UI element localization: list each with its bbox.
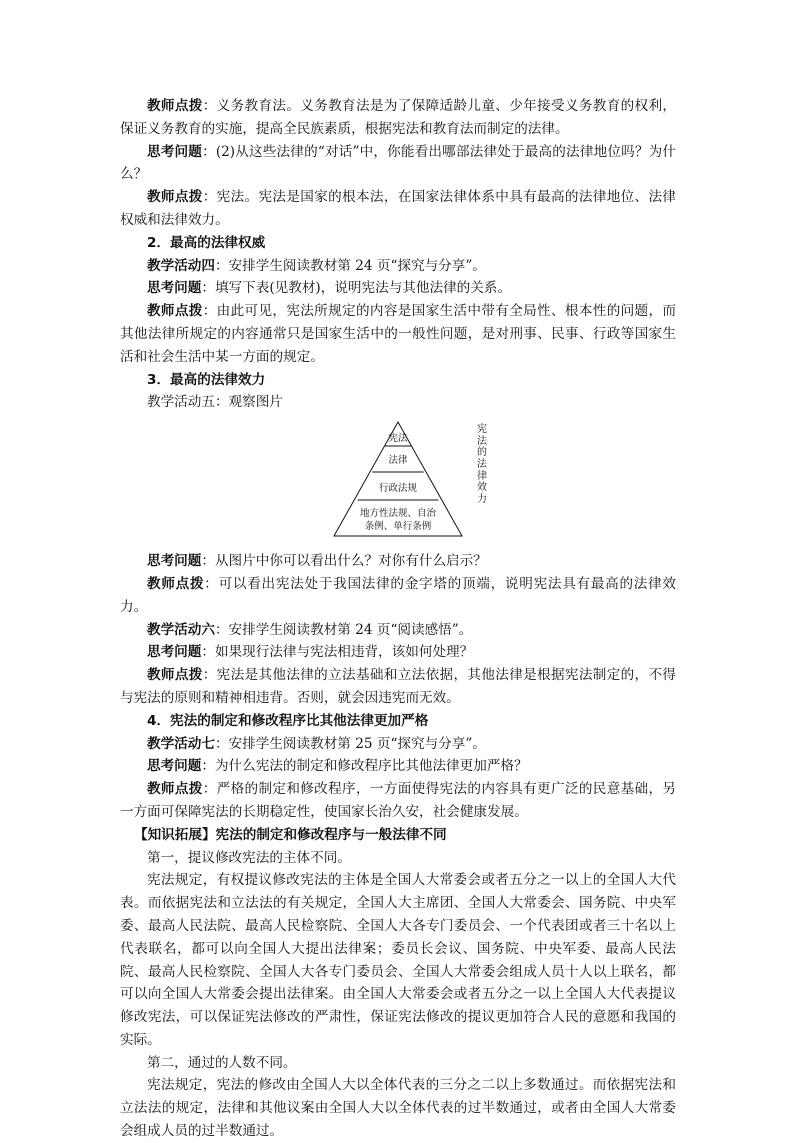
paragraph-question xyxy=(120,641,676,664)
paragraph-question-2 xyxy=(120,141,676,187)
paragraph-label: 思考问题 xyxy=(147,143,203,160)
paragraph-label: 思考问题 xyxy=(147,553,202,570)
paragraph-label: 教师点拨 xyxy=(147,575,205,592)
extension-point-2-body: 宪法规定，宪法的修改由全国人大以全体代表的三分之二以上多数通过。而依据宪法和立法法的规定，法律和其他议案由全国人大以全体代表的过半数通过，或者由全国人大常委会组成人员的过半数通过。 xyxy=(120,1077,676,1140)
law-pyramid-figure xyxy=(120,420,676,546)
side-label-char: 的 xyxy=(477,447,487,459)
paragraph-label: 思考问题 xyxy=(147,280,202,297)
knowledge-extension-heading: 【知识拓展】宪法的制定和修改程序与一般法律不同 xyxy=(134,826,447,843)
extension-point-1-body: 宪法规定，有权提议修改宪法的主体是全国人大常委会或者五分之一以上的全国人大代表。而依据宪法和立法法的有关规定，全国人大主席团、全国人大常委会、国务院、中央军委、最高人民法院、最高人民检察院、全国人大各专门委员会、一个代表团或者三十名以上代表联名，都可以向全国人大提出法律案；委员长会议、国务院、中央军委、最高人民法院、最高人民检察院、全国人大各专门委员会、全国人大常委会组成人员十人以上联名，都可以向全国人大常委会提出法律案。由全国人大常委会或者五分之一以上全国人大代表提议修改宪法，可以保证宪法修改的严肃性，保证宪法修改的提议更加符合人民的意愿和我国的实际。 xyxy=(120,872,676,1048)
document-page xyxy=(120,95,676,1143)
paragraph-activity-7 xyxy=(120,733,676,756)
paragraph-text: ：安排学生阅读教材第 24 页“探究与分享”。 xyxy=(214,257,486,274)
paragraph-teacher-hint xyxy=(120,778,676,824)
paragraph-text: ：(2)从这些法律的“对话”中，你能看出哪部法律处于最高的法律地位吗？为什么？ xyxy=(120,143,677,183)
paragraph-question xyxy=(120,550,676,573)
paragraph-label: 教学活动四 xyxy=(147,257,215,274)
paragraph-text: ：义务教育法。义务教育法是为了保障适龄儿童、少年接受义务教育的权利，保证义务教育的实施，提高全民族素质，根据宪法和教育法而制定的法律。 xyxy=(120,98,677,137)
paragraph-label: 教师点拨 xyxy=(147,303,203,320)
paragraph-label: 教学活动七 xyxy=(147,735,215,752)
paragraph-teacher-hint xyxy=(120,300,676,368)
extension-point-2: 第二，通过的人数不同。 xyxy=(147,1054,297,1071)
paragraph-activity-4 xyxy=(120,255,676,278)
paragraph-question xyxy=(120,277,676,300)
pyramid-level-law: 法律 xyxy=(388,455,408,467)
paragraph-text: ：由此可见，宪法所规定的内容是国家生活中带有全局性、根本性的问题，而其他法律所规定的内容通常只是国家生活中的一般性问题，是对刑事、民事、行政等国家生活和社会生活中某一方面的规定。 xyxy=(120,303,677,365)
paragraph-text: ：从图片中你可以看出什么？对你有什么启示？ xyxy=(201,553,487,570)
paragraph-text: ：为什么宪法的制定和修改程序比其他法律更加严格？ xyxy=(201,758,528,775)
paragraph-text: ：宪法是其他法律的立法基础和立法依据，其他法律是根据宪法制定的，不得与宪法的原则和精神相违背。否则，就会因违宪而无效。 xyxy=(120,667,677,706)
paragraph-text: ：填写下表(见教材)，说明宪法与其他法律的关系。 xyxy=(201,280,512,297)
paragraph-teacher-hint-2 xyxy=(120,186,676,232)
paragraph-teacher-hint-1 xyxy=(120,95,676,141)
side-label-char: 法 xyxy=(477,458,487,470)
paragraph-label: 教学活动六 xyxy=(147,621,215,638)
paragraph-text: ：宪法。宪法是国家的根本法，在国家法律体系中具有最高的法律地位、法律权威和法律效力。 xyxy=(120,189,677,228)
side-label-char: 宪 xyxy=(477,424,487,436)
paragraph-activity-6 xyxy=(120,619,676,642)
paragraph-text: ：可以看出宪法处于我国法律的金字塔的顶端，说明宪法具有最高的法律效力。 xyxy=(120,575,677,615)
side-label-char: 力 xyxy=(477,493,487,505)
side-label-char: 法 xyxy=(477,435,487,447)
pyramid-level-constitution: 宪法 xyxy=(388,433,408,445)
pyramid-level-admin-regulations: 行政法规 xyxy=(378,483,418,495)
paragraph-label: 教师点拨 xyxy=(147,98,203,114)
section-heading-4: 4．宪法的制定和修改程序比其他法律更加严格 xyxy=(147,712,429,729)
extension-point-1: 第一，提议修改宪法的主体不同。 xyxy=(147,849,351,866)
paragraph-text: ：安排学生阅读教材第 25 页“探究与分享”。 xyxy=(214,735,486,752)
paragraph-label: 教师点拨 xyxy=(147,189,203,206)
pyramid-level-local-regulations-line2: 条例、单行条例 xyxy=(364,521,432,533)
pyramid-diagram xyxy=(332,420,464,538)
paragraph-text: ：安排学生阅读教材第 24 页“阅读感悟”。 xyxy=(214,621,473,638)
paragraph-text: ：如果现行法律与宪法相违背，该如何处理？ xyxy=(201,644,474,661)
side-label-char: 效 xyxy=(477,482,487,494)
paragraph-question xyxy=(120,755,676,778)
paragraph-label: 教师点拨 xyxy=(147,781,203,798)
paragraph-label: 思考问题 xyxy=(147,644,202,661)
section-heading-2: 2．最高的法律权威 xyxy=(147,234,266,251)
paragraph-teacher-hint xyxy=(120,573,676,619)
paragraph-text: ：严格的制定和修改程序，一方面使得宪法的内容具有更广泛的民意基础，另一方面可保障宪法的长期稳定性，使国家长治久安，社会健康发展。 xyxy=(120,781,677,820)
side-label-char: 律 xyxy=(477,470,487,482)
paragraph-label: 教师点拨 xyxy=(147,667,203,684)
pyramid-level-local-regulations-line1: 地方性法规、自治 xyxy=(359,508,437,520)
pyramid-side-label xyxy=(475,424,489,505)
paragraph-activity-5: 教学活动五：观察图片 xyxy=(147,394,283,411)
section-heading-3: 3．最高的法律效力 xyxy=(147,371,266,388)
paragraph-teacher-hint xyxy=(120,664,676,710)
paragraph-label: 思考问题 xyxy=(147,758,202,775)
